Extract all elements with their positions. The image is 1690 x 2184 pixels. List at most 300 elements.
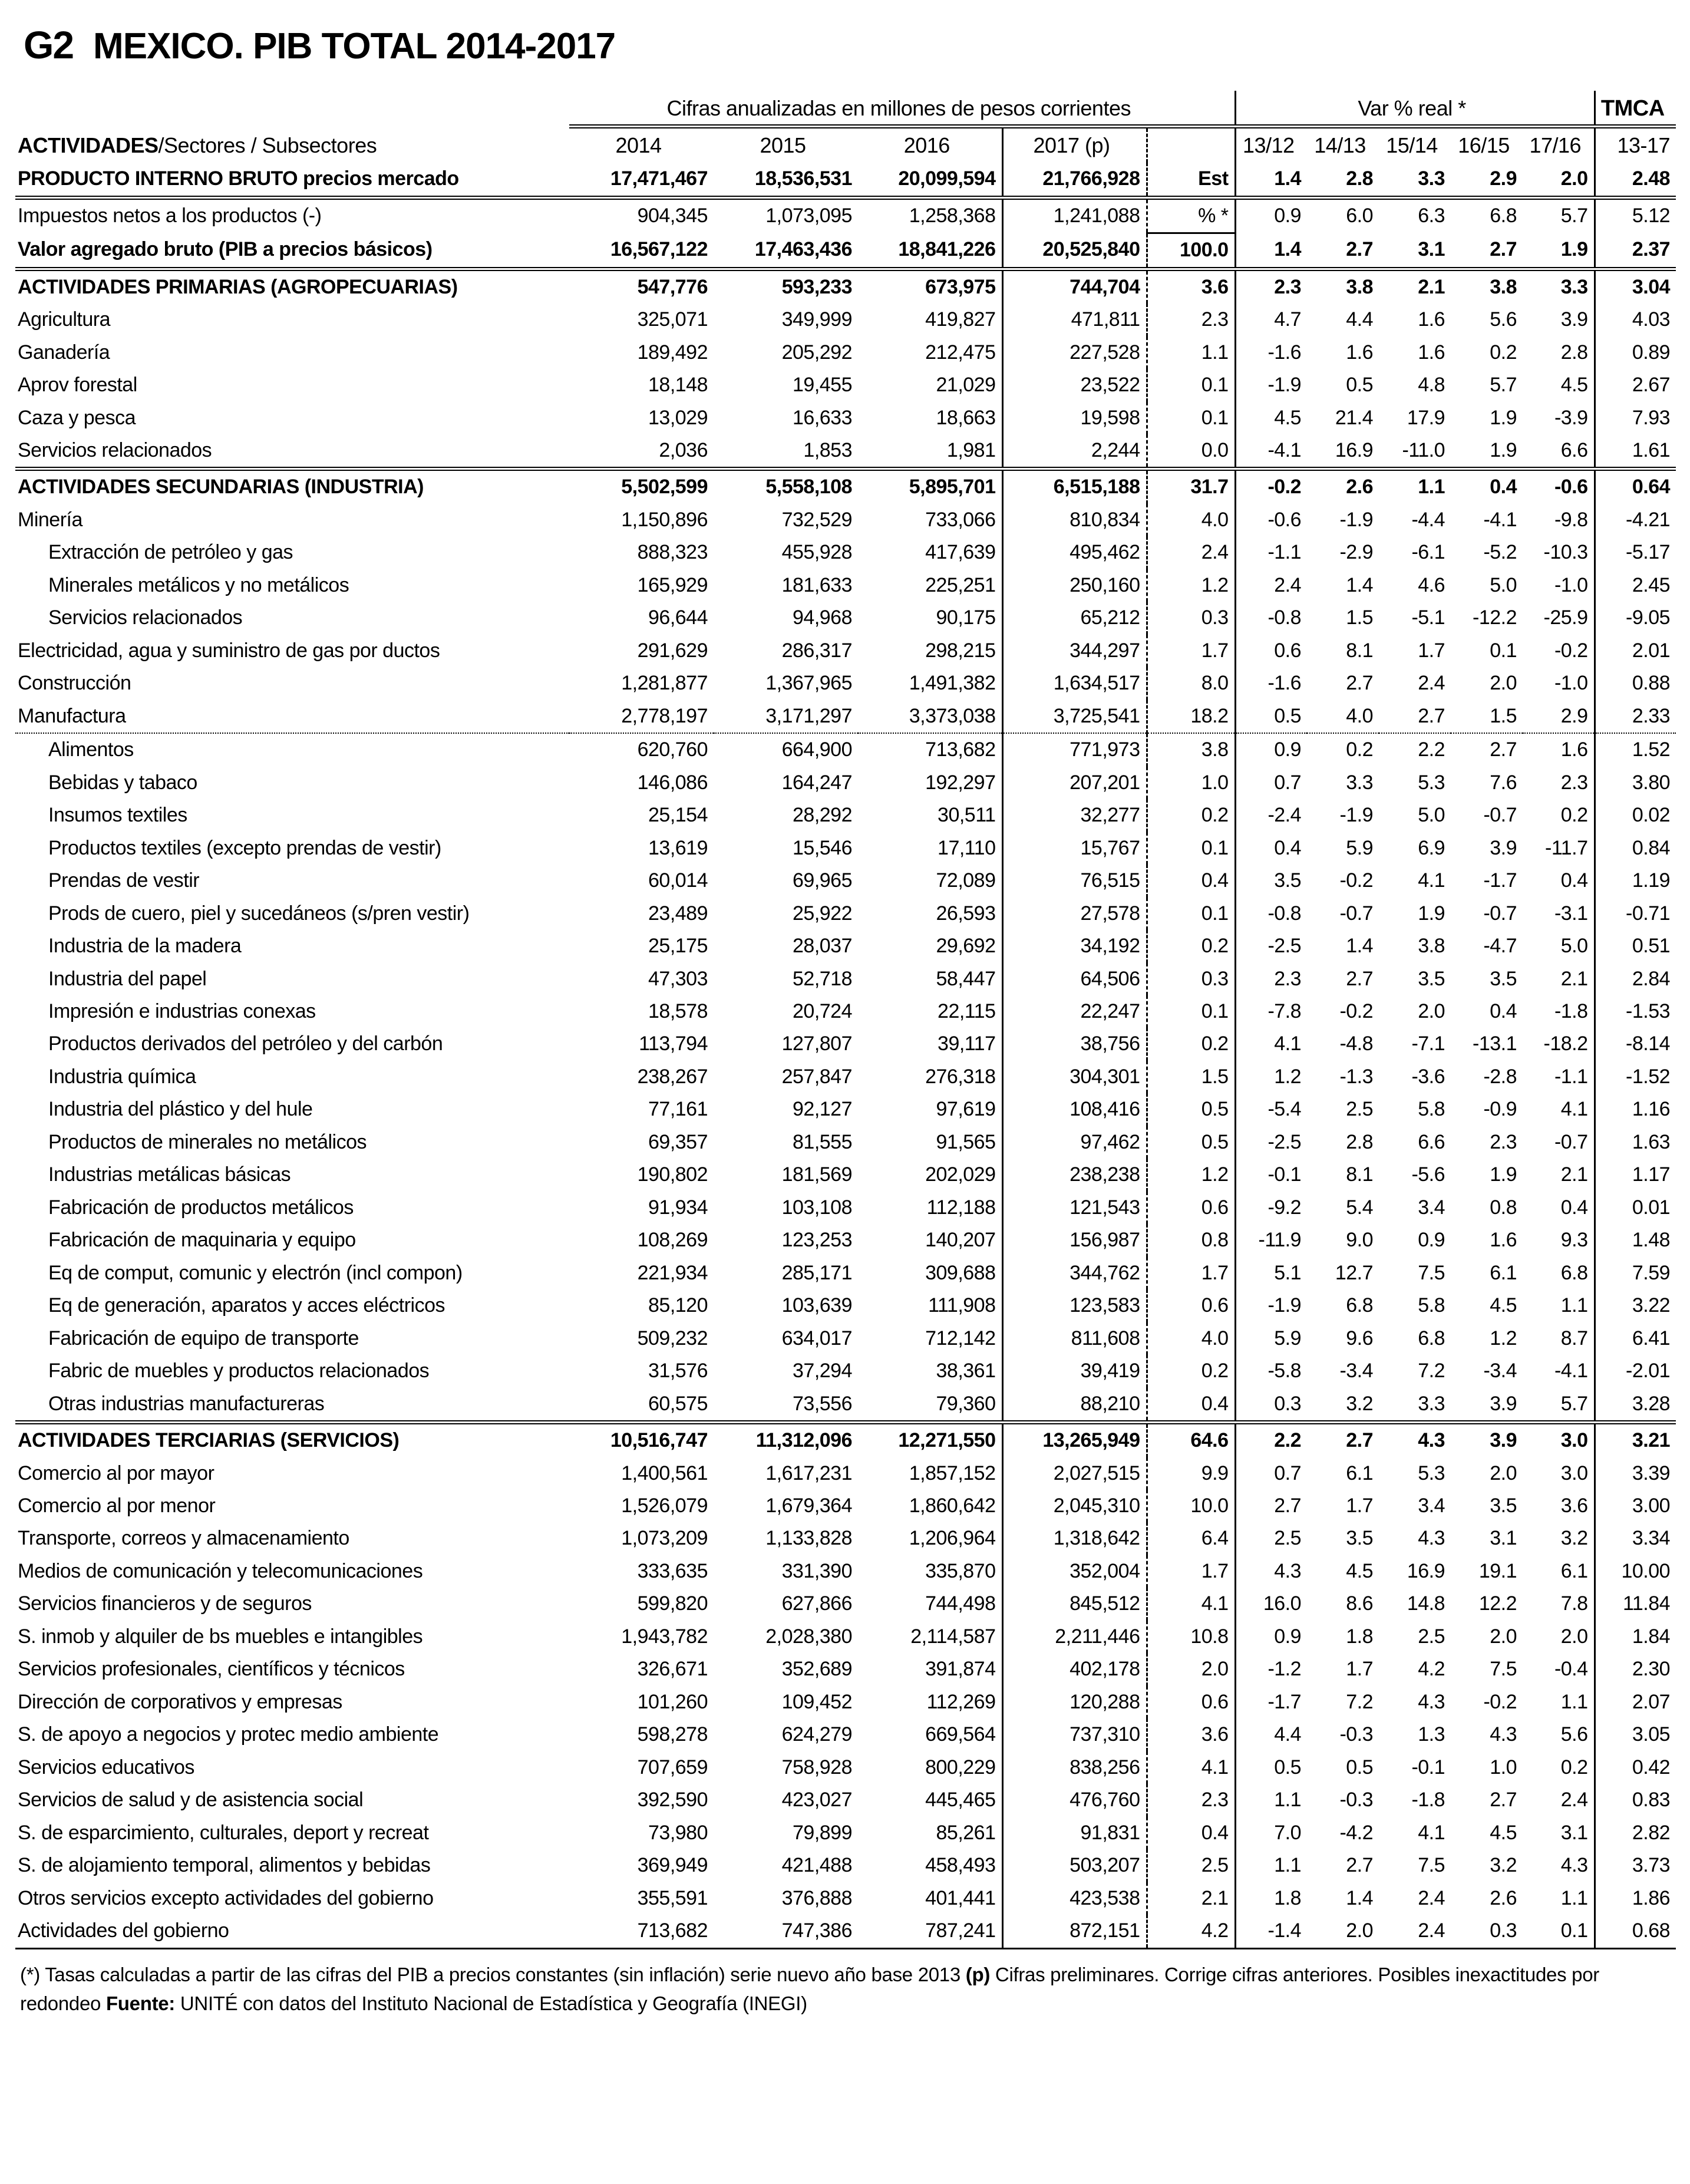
var-cell: 0.2: [1560, 804, 1588, 827]
value-cell-2015: 92,127: [793, 1098, 852, 1121]
share-cell: 4.2: [1147, 1915, 1235, 1948]
value-cell-2014: 904,345: [637, 204, 708, 227]
row-label: Servicios relacionados: [15, 434, 569, 469]
value-cell-2015: 37,294: [793, 1360, 852, 1383]
table-row: [15, 1355, 1676, 1387]
group-header-spacer: [15, 91, 569, 127]
value-cell-2015: 421,488: [781, 1854, 852, 1877]
share-cell: 0.0: [1147, 434, 1235, 469]
var-cell: 2.5: [1235, 1522, 1307, 1555]
share-cell: 2.1: [1147, 1882, 1235, 1915]
table-row: [15, 963, 1676, 995]
value-cell-2016: 673,975: [925, 275, 996, 298]
table-row: [15, 1126, 1676, 1159]
value-cell-2014: 707,659: [637, 1756, 708, 1779]
var-cell: 2.2: [1235, 1423, 1307, 1457]
var-cell: 3.2: [1490, 1854, 1517, 1877]
value-cell-2016: 391,874: [925, 1658, 996, 1681]
var-cell: 3.1: [1379, 233, 1451, 269]
table-body: [15, 163, 1676, 1948]
value-cell-2016: 1,206,964: [909, 1527, 996, 1550]
row-label: Dirección de corporativos y empresas: [18, 1690, 342, 1713]
value-cell-2016: 1,860,642: [909, 1495, 996, 1517]
var-cell: 0.9: [1418, 1229, 1445, 1252]
var-cell: -0.9: [1483, 1098, 1517, 1121]
var-cell: 5.0: [1418, 804, 1445, 827]
var-cell: 9.0: [1346, 1229, 1374, 1252]
value-cell-2016: 713,682: [925, 738, 996, 761]
var-cell: -2.4: [1235, 799, 1307, 832]
value-cell-2016: 3,373,038: [858, 700, 1002, 733]
value-cell-2014: 85,120: [648, 1294, 708, 1317]
var-cell: 0.4: [1490, 476, 1517, 499]
var-cell: -1.9: [1339, 804, 1374, 827]
tmca-cell: 3.28: [1595, 1388, 1676, 1423]
row-label: Aprov forestal: [18, 374, 137, 397]
value-cell-2014: 598,278: [637, 1723, 708, 1746]
var-cell: 4.7: [1235, 303, 1307, 336]
var-cell: 1.7: [1346, 1658, 1374, 1681]
value-cell-2017: 845,512: [1002, 1588, 1147, 1620]
var-cell: 2.8: [1560, 341, 1588, 364]
table-row: [15, 1621, 1676, 1653]
value-cell-2014: 165,929: [637, 573, 708, 596]
value-cell-2016: 21,029: [936, 374, 996, 397]
var-cell: 5.1: [1235, 1257, 1307, 1289]
value-cell-2015: 1,617,231: [765, 1462, 852, 1484]
value-cell-2014: 238,267: [637, 1065, 708, 1088]
tmca-cell: 1.61: [1595, 434, 1676, 469]
value-cell-2015: 455,928: [781, 541, 852, 564]
column-header-row: [15, 127, 1676, 163]
row-label: ACTIVIDADES TERCIARIAS (SERVICIOS): [18, 1429, 400, 1452]
value-cell-2016: 20,099,594: [858, 163, 1002, 197]
value-cell-2015: 109,452: [781, 1690, 852, 1713]
value-cell-2016: 2,114,587: [910, 1625, 996, 1648]
value-cell-2016: 712,142: [925, 1327, 996, 1350]
value-cell-2016: 79,360: [858, 1388, 1002, 1423]
value-cell-2016: 401,441: [925, 1886, 996, 1909]
value-cell-2016: 800,229: [925, 1756, 996, 1779]
tmca-cell: 2.84: [1595, 963, 1676, 995]
value-cell-2015: 634,017: [781, 1327, 852, 1350]
var-cell: 0.4: [1490, 999, 1517, 1022]
var-cell: 2.4: [1418, 1886, 1445, 1909]
table-row: [15, 1784, 1676, 1816]
var-cell: 0.2: [1346, 738, 1374, 761]
var-cell: -12.2: [1473, 606, 1517, 629]
row-label: Eq de generación, aparatos y acces eléctricos: [48, 1294, 445, 1317]
value-cell-2014: 888,323: [637, 541, 708, 564]
row-label: Servicios financieros y de seguros: [18, 1592, 312, 1615]
row-label: Comercio al por mayor: [18, 1462, 214, 1484]
footnote: [20, 1960, 1674, 2018]
var-cell: 4.3: [1418, 1527, 1445, 1550]
share-cell: 0.1: [1147, 995, 1235, 1028]
tmca-cell: 0.64: [1595, 469, 1676, 504]
tmca-cell: 11.84: [1595, 1588, 1676, 1620]
value-cell-2017: 121,543: [1002, 1192, 1147, 1224]
var-cell: -10.3: [1543, 541, 1588, 564]
value-cell-2014: 17,471,467: [569, 163, 714, 197]
row-label: Construcción: [18, 672, 131, 695]
share-cell: 2.3: [1147, 1784, 1235, 1816]
value-cell-2016: 18,663: [936, 406, 996, 429]
var-cell: 2.0: [1490, 1462, 1517, 1484]
var-cell: 3.1: [1560, 1821, 1588, 1844]
row-label: Extracción de petróleo y gas: [48, 541, 293, 564]
var-cell: -0.2: [1339, 869, 1374, 892]
share-cell: 1.7: [1147, 1257, 1235, 1289]
var-cell: -11.0: [1379, 434, 1451, 469]
var-cell: -3.4: [1483, 1360, 1517, 1383]
share-cell: 0.6: [1147, 1192, 1235, 1224]
value-cell-2016: 669,564: [925, 1723, 996, 1746]
table-row: [15, 469, 1676, 504]
var-cell: 4.5: [1560, 374, 1588, 397]
var-cell: 4.5: [1490, 1821, 1517, 1844]
share-cell: 0.5: [1147, 1093, 1235, 1126]
value-cell-2017: 352,004: [1002, 1555, 1147, 1588]
share-cell: 1.5: [1147, 1061, 1235, 1093]
var-cell: -4.4: [1411, 508, 1445, 531]
var-cell: 1.0: [1490, 1756, 1517, 1779]
tmca-cell: 3.00: [1595, 1490, 1676, 1522]
share-cell: 3.6: [1147, 1718, 1235, 1751]
var-cell: -25.9: [1543, 606, 1588, 629]
table-row: [15, 1718, 1676, 1751]
table-row: [15, 1817, 1676, 1849]
value-cell-2017: 402,178: [1002, 1653, 1147, 1685]
table-row: [15, 635, 1676, 667]
tmca-cell: -1.52: [1595, 1061, 1676, 1093]
var-cell: 0.9: [1235, 197, 1307, 233]
row-label: Servicios profesionales, científicos y técnicos: [18, 1658, 405, 1681]
value-cell-2015: 747,386: [714, 1915, 858, 1948]
var-cell: 7.5: [1418, 1261, 1445, 1284]
var-cell: 6.0: [1346, 204, 1374, 227]
var-cell: 4.3: [1490, 1723, 1517, 1746]
value-cell-2017: 64,506: [1002, 963, 1147, 995]
var-cell: 2.1: [1418, 275, 1445, 298]
value-cell-2015: 69,965: [793, 869, 852, 892]
value-cell-2014: 326,671: [637, 1658, 708, 1681]
var-cell: 6.8: [1560, 1261, 1588, 1284]
value-cell-2015: 624,279: [781, 1723, 852, 1746]
var-cell: 6.8: [1490, 204, 1517, 227]
value-cell-2014: 101,260: [637, 1690, 708, 1713]
var-cell: -0.8: [1235, 602, 1307, 634]
var-cell: 7.2: [1346, 1690, 1374, 1713]
var-cell: 6.6: [1418, 1130, 1445, 1153]
var-cell: 0.1: [1523, 1915, 1595, 1948]
var-cell: 2.7: [1490, 738, 1517, 761]
share-cell: 10.8: [1147, 1621, 1235, 1653]
value-cell-2015: 73,556: [714, 1388, 858, 1423]
value-cell-2017: 27,578: [1002, 898, 1147, 930]
value-cell-2014: 18,148: [648, 374, 708, 397]
tmca-cell: 1.52: [1595, 733, 1676, 766]
var-cell: 8.1: [1346, 639, 1374, 662]
table-row: [15, 1457, 1676, 1490]
value-cell-2016: 335,870: [925, 1559, 996, 1582]
value-cell-2017: 156,987: [1002, 1224, 1147, 1256]
value-cell-2016: 787,241: [858, 1915, 1002, 1948]
var-cell: -0.7: [1483, 804, 1517, 827]
row-label: Transporte, correos y almacenamiento: [18, 1527, 349, 1550]
tmca-cell: 0.02: [1595, 799, 1676, 832]
tmca-cell: 3.34: [1595, 1522, 1676, 1555]
value-cell-2015: 352,689: [781, 1658, 852, 1681]
row-label: Caza y pesca: [18, 406, 136, 429]
var-cell: 3.9: [1560, 308, 1588, 331]
var-cell: -1.0: [1554, 573, 1588, 596]
tmca-cell: 2.67: [1595, 369, 1676, 401]
var-cell: 4.3: [1418, 1690, 1445, 1713]
value-cell-2017: 471,811: [1002, 303, 1147, 336]
table-row: [15, 269, 1676, 303]
var-cell: 3.9: [1490, 836, 1517, 859]
var-cell: 5.7: [1523, 1388, 1595, 1423]
row-label: Otros servicios excepto actividades del gobierno: [18, 1886, 434, 1909]
value-cell-2017: 13,265,949: [1002, 1423, 1147, 1457]
value-cell-2014: 1,943,782: [621, 1625, 708, 1648]
share-cell: 1.7: [1147, 1555, 1235, 1588]
share-cell: 3.8: [1147, 733, 1235, 766]
tmca-cell: 0.84: [1595, 832, 1676, 865]
var-cell: -2.5: [1235, 1126, 1307, 1159]
table-row: [15, 336, 1676, 369]
table-row: [15, 667, 1676, 700]
var-cell: 4.5: [1490, 1294, 1517, 1317]
var-cell: 2.1: [1560, 967, 1588, 990]
share-cell: 0.8: [1147, 1224, 1235, 1256]
tmca-cell: 1.16: [1595, 1093, 1676, 1126]
var-cell: 2.9: [1451, 163, 1523, 197]
value-cell-2017: 123,583: [1002, 1289, 1147, 1322]
share-cell: 18.2: [1147, 700, 1235, 733]
var-cell: 0.9: [1235, 1621, 1307, 1653]
var-cell: 5.7: [1490, 374, 1517, 397]
var-cell: 2.7: [1379, 700, 1451, 733]
var-cell: -2.5: [1235, 930, 1307, 962]
var-cell: 2.6: [1346, 476, 1374, 499]
value-cell-2017: 15,767: [1002, 832, 1147, 865]
value-cell-2017: 207,201: [1002, 767, 1147, 799]
value-cell-2017: 344,297: [1002, 635, 1147, 667]
value-cell-2016: 97,619: [936, 1098, 996, 1121]
value-cell-2016: 225,251: [925, 573, 996, 596]
table-row: [15, 1257, 1676, 1289]
var-cell: 3.8: [1346, 275, 1374, 298]
var-cell: 1.1: [1560, 1294, 1588, 1317]
var-cell: 2.0: [1418, 999, 1445, 1022]
table-row: [15, 1686, 1676, 1718]
var-cell: -4.1: [1554, 1360, 1588, 1383]
table-row: [15, 1882, 1676, 1915]
value-cell-2014: 25,175: [648, 935, 708, 958]
var-cell: 1.6: [1490, 1229, 1517, 1252]
var-cell: 4.5: [1235, 402, 1307, 434]
tmca-cell: 2.45: [1595, 569, 1676, 602]
value-cell-2016: 212,475: [925, 341, 996, 364]
value-cell-2014: 355,591: [637, 1886, 708, 1909]
var-cell: 16.9: [1307, 434, 1379, 469]
var-cell: 1.8: [1235, 1882, 1307, 1915]
var-cell: 3.3: [1379, 163, 1451, 197]
value-cell-2016: 298,215: [925, 639, 996, 662]
value-cell-2017: 2,244: [1002, 434, 1147, 469]
group-header-tmca: TMCA: [1595, 91, 1676, 127]
value-cell-2014: 96,644: [648, 606, 708, 629]
row-label: Medios de comunicación y telecomunicaciones: [18, 1559, 423, 1582]
var-cell: -0.4: [1554, 1658, 1588, 1681]
var-cell: -0.7: [1339, 902, 1374, 925]
var-cell: 3.8: [1418, 935, 1445, 958]
var-cell: 0.1: [1490, 639, 1517, 662]
var-cell: -4.1: [1235, 434, 1307, 469]
var-cell: -0.2: [1554, 639, 1588, 662]
table-row: [15, 1522, 1676, 1555]
share-cell: 4.0: [1147, 504, 1235, 536]
tmca-cell: 7.59: [1595, 1257, 1676, 1289]
value-cell-2016: 5,895,701: [909, 476, 996, 499]
tmca-cell: 2.01: [1595, 635, 1676, 667]
var-cell: -1.6: [1235, 336, 1307, 369]
var-cell: 6.8: [1418, 1327, 1445, 1350]
var-cell: 4.1: [1235, 1028, 1307, 1060]
share-cell: 0.1: [1147, 402, 1235, 434]
row-label: PRODUCTO INTERNO BRUTO precios mercado: [15, 163, 569, 197]
share-cell: 64.6: [1147, 1423, 1235, 1457]
value-cell-2014: 60,575: [569, 1388, 714, 1423]
var-cell: -0.6: [1235, 504, 1307, 536]
value-cell-2015: 2,028,380: [765, 1625, 852, 1648]
value-cell-2015: 286,317: [781, 639, 852, 662]
var-cell: 4.4: [1346, 308, 1374, 331]
var-cell: 6.1: [1346, 1462, 1374, 1484]
var-cell: 1.1: [1235, 1784, 1307, 1816]
value-cell-2017: 1,634,517: [1002, 667, 1147, 700]
col-header-share: [1147, 127, 1235, 163]
var-cell: -0.3: [1339, 1723, 1374, 1746]
var-cell: 2.7: [1346, 1854, 1374, 1877]
value-cell-2014: 10,516,747: [610, 1429, 708, 1452]
table-row: [15, 569, 1676, 602]
row-label: Insumos textiles: [48, 804, 187, 827]
var-cell: 0.7: [1235, 1457, 1307, 1490]
tmca-cell: -2.01: [1595, 1355, 1676, 1387]
row-label: Ganadería: [18, 341, 110, 364]
tmca-cell: 0.01: [1595, 1192, 1676, 1224]
table-row: [15, 1159, 1676, 1191]
value-cell-2015: 664,900: [781, 738, 852, 761]
value-cell-2015: 1,853: [714, 434, 858, 469]
group-header-var: Var % real *: [1235, 91, 1595, 127]
var-cell: -2.8: [1483, 1065, 1517, 1088]
value-cell-2014: 392,590: [637, 1789, 708, 1812]
value-cell-2014: 69,357: [648, 1130, 708, 1153]
var-cell: -6.1: [1411, 541, 1445, 564]
value-cell-2017: 423,538: [1002, 1882, 1147, 1915]
var-cell: 2.7: [1307, 233, 1379, 269]
var-cell: 2.6: [1490, 1886, 1517, 1909]
var-cell: 3.5: [1346, 1527, 1374, 1550]
var-cell: -1.1: [1554, 1065, 1588, 1088]
value-cell-2015: 181,633: [781, 573, 852, 596]
var-cell: 3.1: [1490, 1527, 1517, 1550]
var-cell: 5.9: [1235, 1322, 1307, 1355]
value-cell-2016: 12,271,550: [898, 1429, 996, 1452]
var-cell: 4.4: [1235, 1718, 1307, 1751]
var-cell: 3.2: [1560, 1527, 1588, 1550]
var-cell: 1.6: [1418, 308, 1445, 331]
var-cell: -13.1: [1473, 1032, 1517, 1055]
var-cell: -0.3: [1339, 1789, 1374, 1812]
var-cell: 1.9: [1523, 233, 1595, 269]
row-label: S. de alojamiento temporal, alimentos y bebidas: [18, 1854, 431, 1877]
table-row: [15, 303, 1676, 336]
row-label: Comercio al por menor: [18, 1495, 216, 1517]
table-row: [15, 163, 1676, 197]
var-cell: 6.3: [1418, 204, 1445, 227]
share-cell: 0.2: [1147, 1028, 1235, 1060]
value-cell-2014: 221,934: [637, 1261, 708, 1284]
value-cell-2014: 47,303: [648, 967, 708, 990]
value-cell-2015: 376,888: [781, 1886, 852, 1909]
var-cell: -1.7: [1483, 869, 1517, 892]
row-label: Industrias metálicas básicas: [48, 1163, 291, 1186]
value-cell-2017: 872,151: [1002, 1915, 1147, 1948]
value-cell-2017: 2,027,515: [1002, 1457, 1147, 1490]
tmca-cell: 3.80: [1595, 767, 1676, 799]
value-cell-2015: 3,171,297: [714, 700, 858, 733]
value-cell-2017: 476,760: [1002, 1784, 1147, 1816]
tmca-cell: 2.82: [1595, 1817, 1676, 1849]
var-cell: 2.9: [1523, 700, 1595, 733]
table-row: [15, 832, 1676, 865]
row-label: Actividades del gobierno: [15, 1915, 569, 1948]
value-cell-2015: 1,133,828: [765, 1527, 852, 1550]
var-cell: 0.2: [1490, 341, 1517, 364]
share-cell: 4.1: [1147, 1751, 1235, 1784]
value-cell-2017: 6,515,188: [1002, 469, 1147, 504]
share-cell: 2.0: [1147, 1653, 1235, 1685]
var-cell: 0.3: [1451, 1915, 1523, 1948]
tmca-cell: 0.42: [1595, 1751, 1676, 1784]
row-label: Servicios de salud y de asistencia social: [18, 1789, 364, 1812]
value-cell-2014: 2,036: [569, 434, 714, 469]
var-cell: 3.9: [1490, 1429, 1517, 1452]
var-cell: 3.5: [1490, 1495, 1517, 1517]
value-cell-2015: 20,724: [793, 999, 852, 1022]
value-cell-2014: 25,154: [648, 804, 708, 827]
value-cell-2017: 2,045,310: [1002, 1490, 1147, 1522]
value-cell-2016: 1,491,382: [909, 672, 996, 695]
value-cell-2016: 309,688: [925, 1261, 996, 1284]
var-cell: -1.7: [1235, 1686, 1307, 1718]
var-cell: -1.2: [1235, 1653, 1307, 1685]
value-cell-2017: 771,973: [1002, 733, 1147, 766]
var-cell: 4.3: [1235, 1555, 1307, 1588]
value-cell-2017: 3,725,541: [1002, 700, 1147, 733]
page-title: MEXICO. PIB TOTAL 2014-2017: [93, 26, 616, 67]
var-cell: 5.0: [1560, 935, 1588, 958]
var-cell: 1.9: [1490, 406, 1517, 429]
value-cell-2017: 76,515: [1002, 865, 1147, 897]
var-cell: 2.5: [1418, 1625, 1445, 1648]
table-row: [15, 1224, 1676, 1256]
